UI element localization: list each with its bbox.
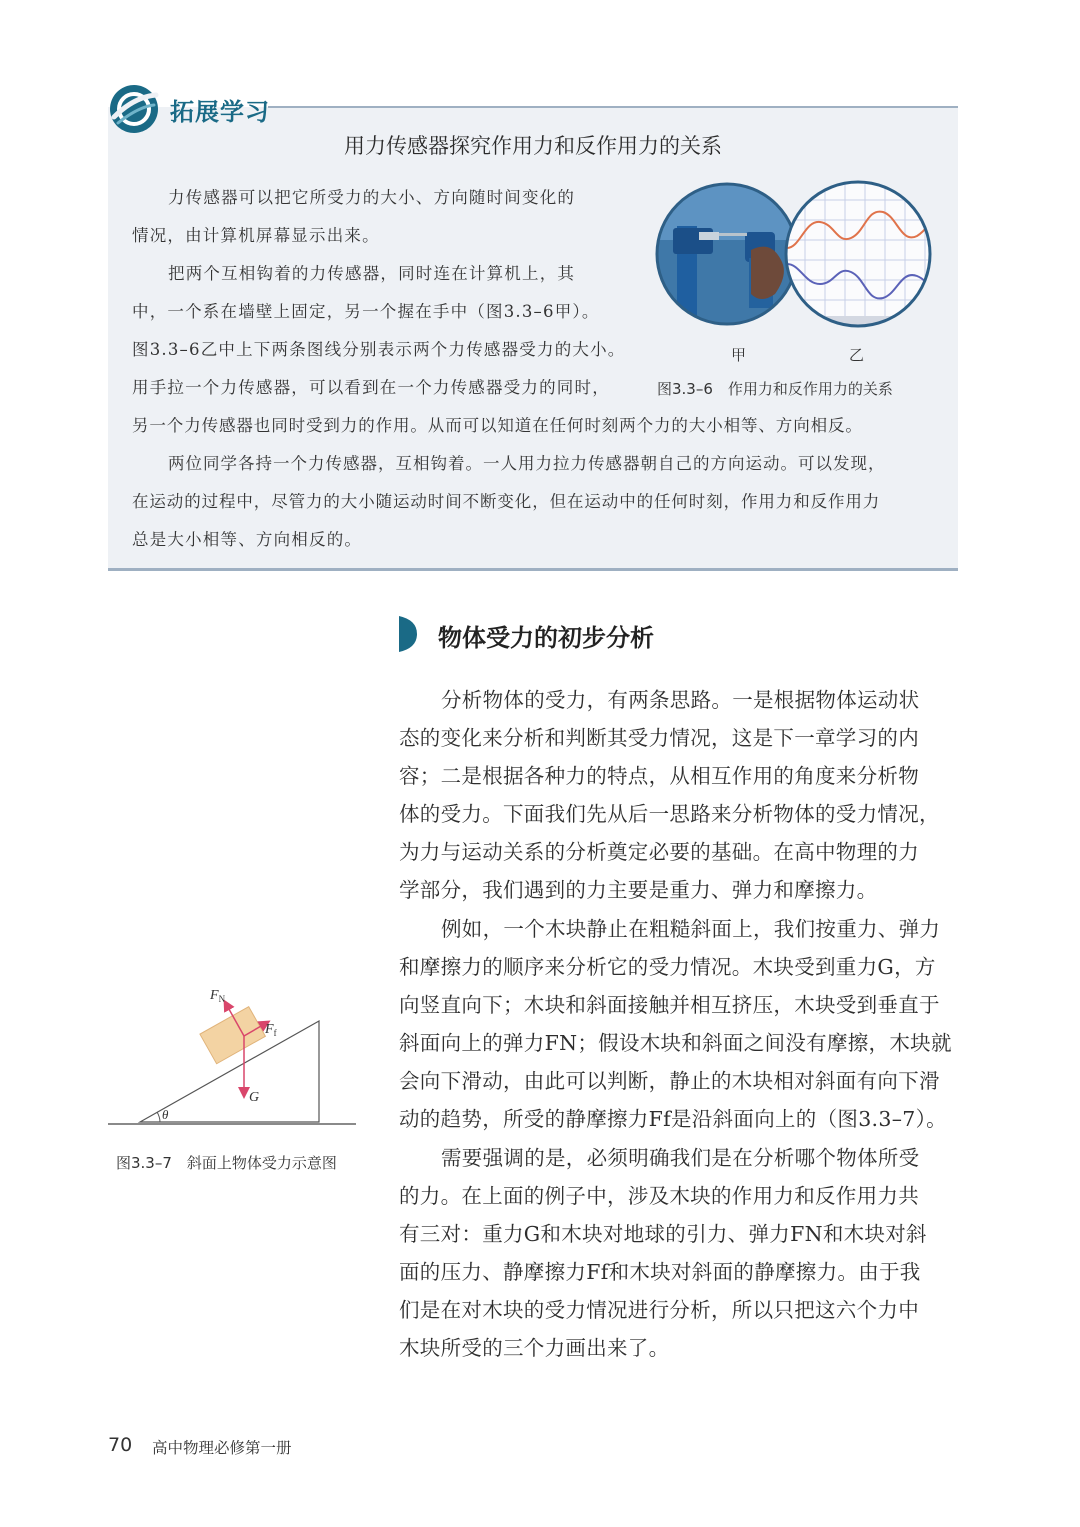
extension-line: 力传感器可以把它所受力的大小、方向随时间变化的 <box>168 188 576 207</box>
body-line: 分析物体的受力，有两条思路。一是根据物体运动状 <box>441 688 920 712</box>
body-line: 例如，一个木块静止在粗糙斜面上，我们按重力、弹力 <box>441 917 941 941</box>
extension-line: 总是大小相等、方向相反的。 <box>132 530 363 549</box>
force-sensor-photo <box>655 180 935 340</box>
body-line: 会向下滑动，由此可以判断，静止的木块相对斜面有向下滑 <box>399 1069 940 1093</box>
ff-label: $F_f$ <box>265 1022 277 1038</box>
section-marker-icon <box>399 616 417 652</box>
extension-logo-icon <box>108 83 160 135</box>
theta-label: θ <box>162 1107 169 1122</box>
extension-label: 拓展学习 <box>170 98 270 126</box>
body-line: 体的受力。下面我们先从后一思路来分析物体的受力情况， <box>399 802 940 826</box>
extension-line: 图3.3–6乙中上下两条图线分别表示两个力传感器受力的大小。 <box>132 340 626 359</box>
body-line: 的力。在上面的例子中，涉及木块的作用力和反作用力共 <box>399 1184 919 1208</box>
figure-caption-3-3-6: 图3.3–6 作用力和反作用力的关系 <box>657 380 893 398</box>
incline-force-diagram <box>108 980 358 1130</box>
body-line: 们是在对木块的受力情况进行分析，所以只把这六个力中 <box>399 1298 919 1322</box>
body-line: 面的压力、静摩擦力Ff和木块对斜面的静摩擦力。由于我 <box>399 1260 921 1284</box>
extension-title: 用力传感器探究作用力和反作用力的关系 <box>344 134 722 158</box>
extension-line: 把两个互相钩着的力传感器，同时连在计算机上，其 <box>168 264 576 283</box>
extension-line: 两位同学各持一个力传感器，互相钩着。一人用力拉力传感器朝自己的方向运动。可以发现， <box>168 454 886 473</box>
figure-caption-3-3-7: 图3.3–7 斜面上物体受力示意图 <box>116 1154 337 1172</box>
body-line: 容；二是根据各种力的特点，从相互作用的角度来分析物 <box>399 764 919 788</box>
extension-bottom-rule <box>108 568 958 571</box>
body-line: 态的变化来分析和判断其受力情况，这是下一章学习的内 <box>399 726 919 750</box>
extension-line: 在运动的过程中，尽管力的大小随运动时间不断变化，但在运动中的任何时刻，作用力和反作用力 <box>132 492 881 511</box>
section-title: 物体受力的初步分析 <box>438 624 654 652</box>
figure-sublabel-b: 乙 <box>849 346 865 364</box>
figure-sublabel-a: 甲 <box>731 346 747 364</box>
extension-line: 中，一个系在墙壁上固定，另一个握在手中（图3.3–6甲）。 <box>132 302 600 321</box>
body-line: 学部分，我们遇到的力主要是重力、弹力和摩擦力。 <box>399 878 878 902</box>
body-line: 和摩擦力的顺序来分析它的受力情况。木块受到重力G，方 <box>399 955 936 979</box>
body-line: 向竖直向下；木块和斜面接触并相互挤压，木块受到垂直于 <box>399 993 940 1017</box>
body-line: 有三对：重力G和木块对地球的引力、弹力FN和木块对斜 <box>399 1222 927 1246</box>
body-line: 为力与运动关系的分析奠定必要的基础。在高中物理的力 <box>399 840 919 864</box>
extension-line: 用手拉一个力传感器，可以看到在一个力传感器受力的同时， <box>132 378 610 397</box>
book-title: 高中物理必修第一册 <box>152 1439 292 1457</box>
fn-label: $F_N$ <box>210 988 226 1004</box>
g-label: G <box>249 1090 260 1105</box>
extension-line: 另一个力传感器也同时受到力的作用。从而可以知道在任何时刻两个力的大小相等、方向相反。 <box>132 416 863 435</box>
extension-header-rule <box>268 106 958 108</box>
extension-line: 情况，由计算机屏幕显示出来。 <box>132 226 380 245</box>
page-number: 70 <box>108 1434 133 1456</box>
body-line: 木块所受的三个力画出来了。 <box>399 1336 670 1360</box>
body-line: 斜面向上的弹力FN；假设木块和斜面之间没有摩擦，木块就 <box>399 1031 952 1055</box>
body-line: 动的趋势，所受的静摩擦力Ff是沿斜面向上的（图3.3–7）。 <box>399 1107 947 1131</box>
figure-ground-rule <box>108 1123 356 1125</box>
body-line: 需要强调的是，必须明确我们是在分析哪个物体所受 <box>441 1146 920 1170</box>
